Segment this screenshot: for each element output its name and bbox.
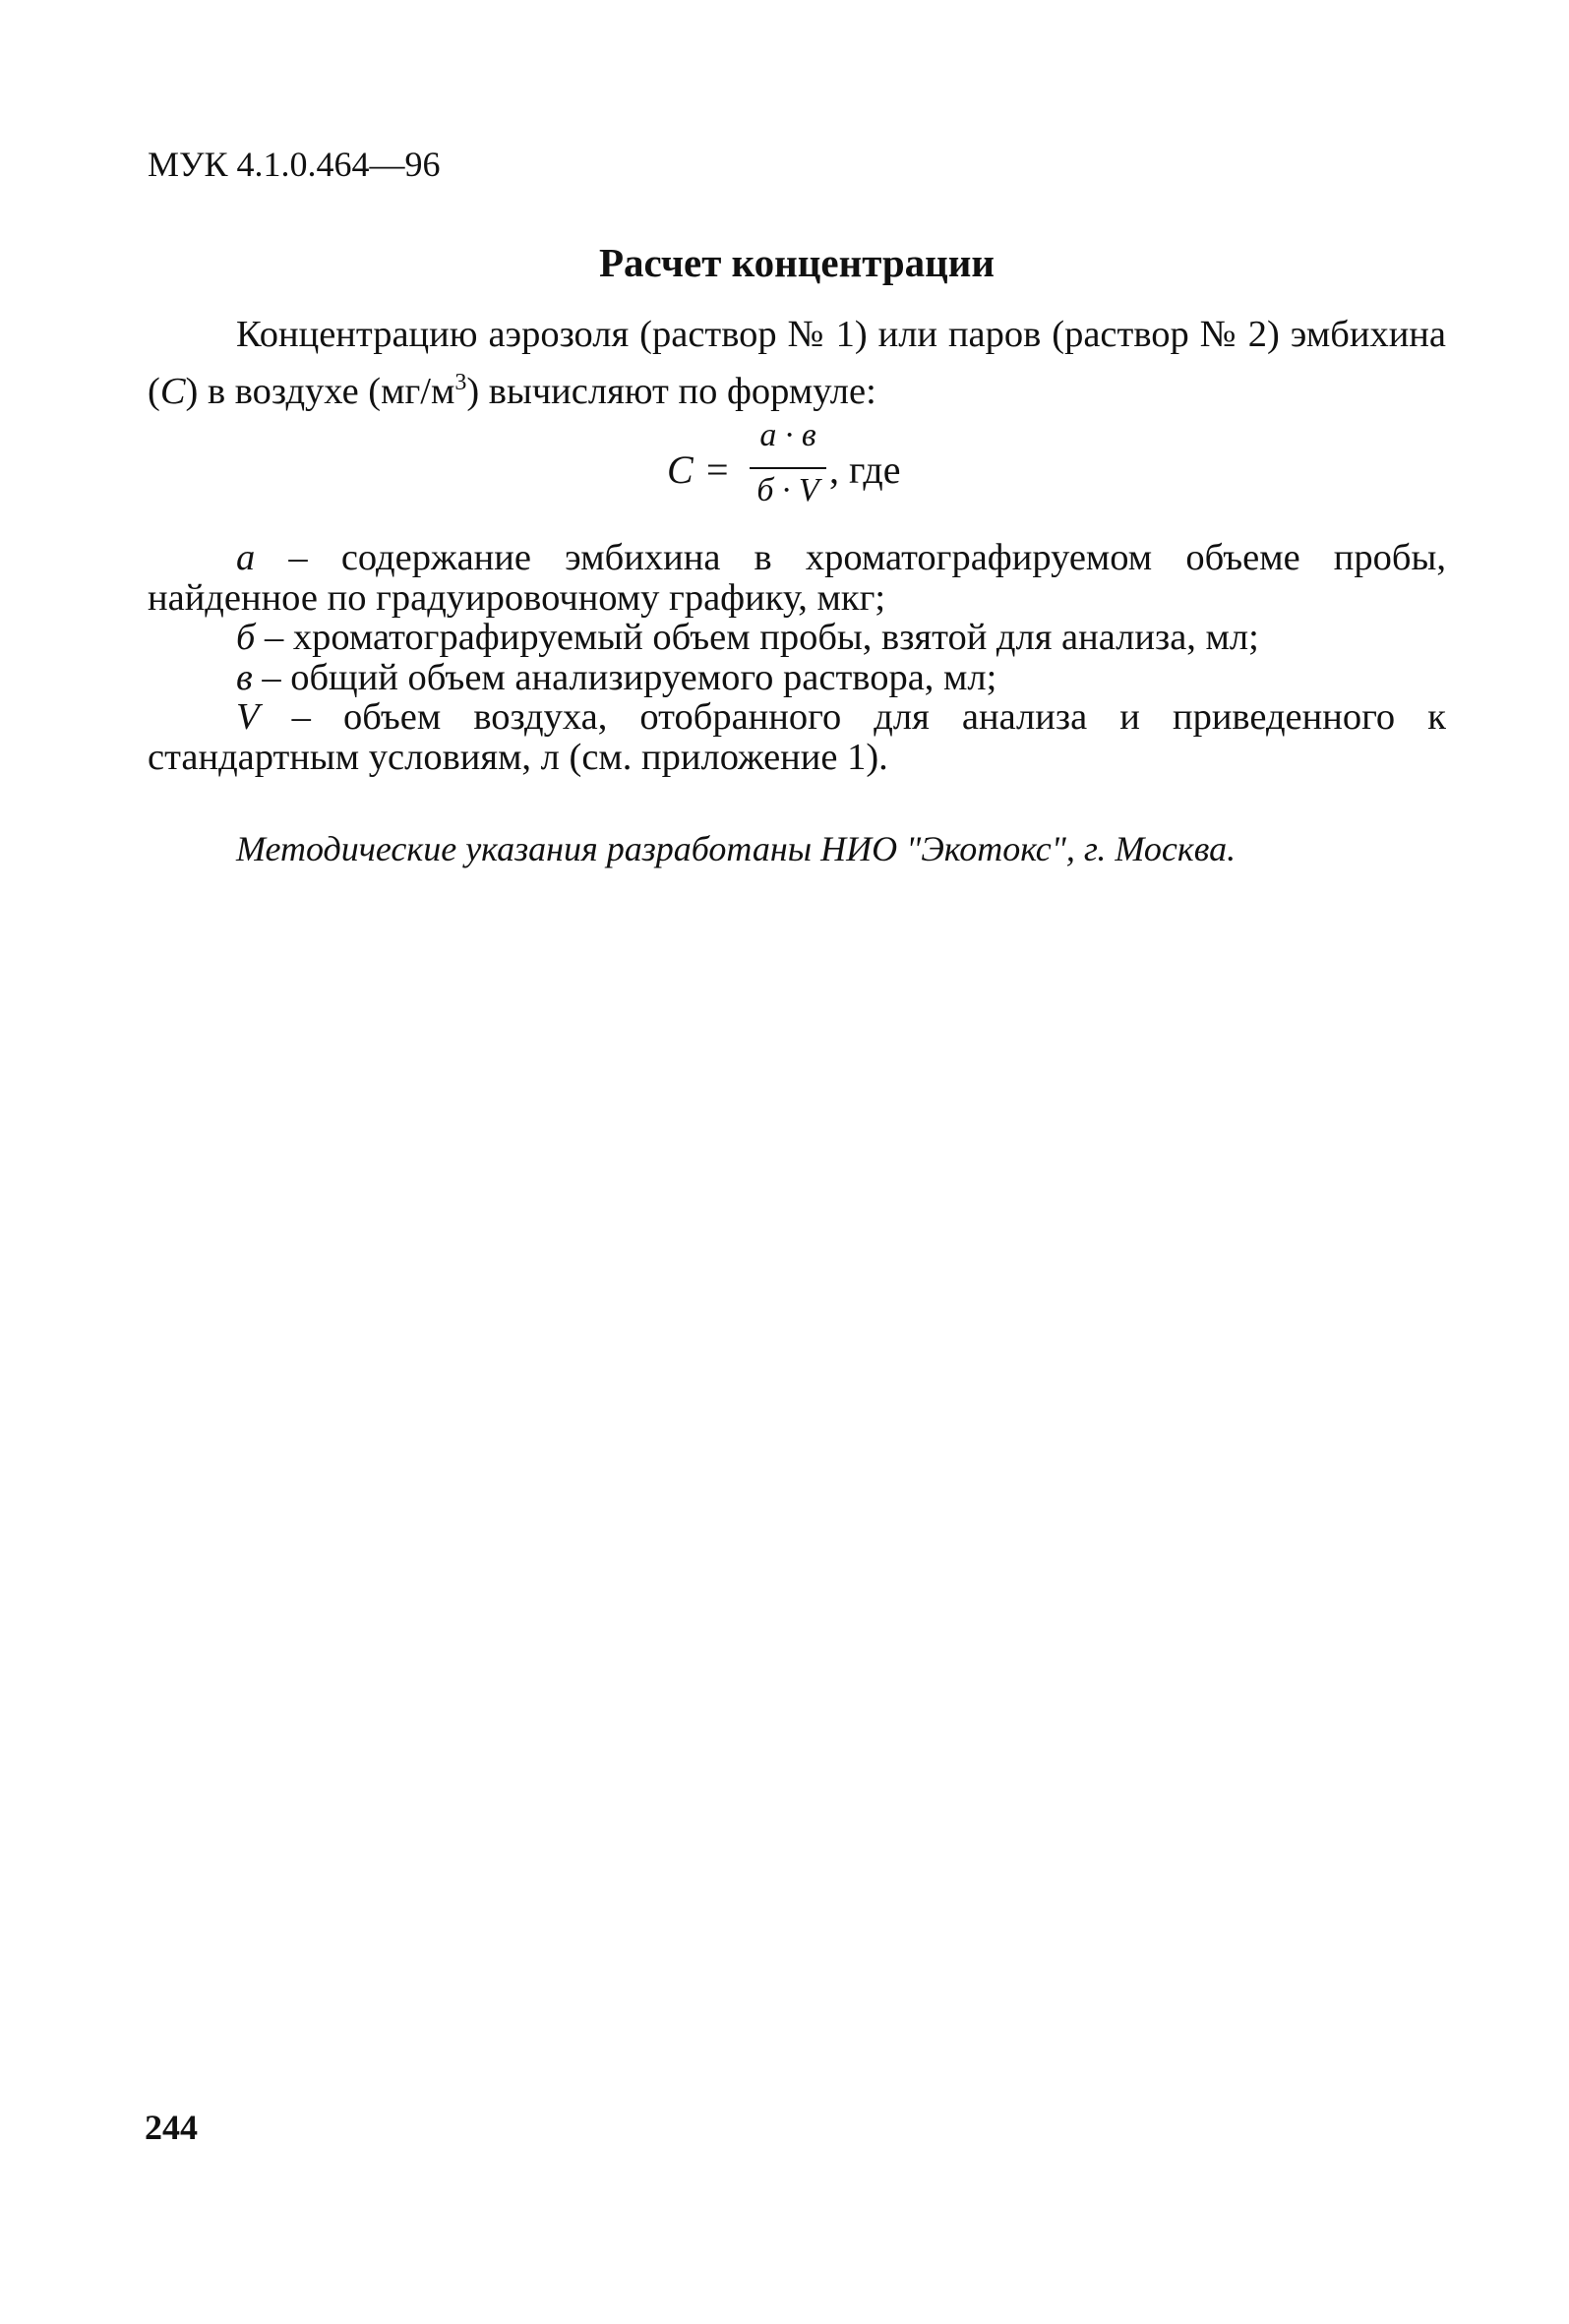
formula-lhs: С xyxy=(667,447,694,492)
definition-text: – объем воздуха, отобранного для анализа и приведенного к стандартным условиям, л (см. приложение 1). xyxy=(148,696,1446,778)
fraction-bar xyxy=(750,467,826,469)
definition-item xyxy=(148,658,1446,698)
definition-item xyxy=(148,697,1446,777)
definitions-list xyxy=(148,538,1446,777)
intro-text-middle: ) в воздухе (мг/м xyxy=(185,370,455,412)
formula-numerator: а · в xyxy=(759,417,816,453)
definition-symbol: а xyxy=(236,537,256,578)
definition-item xyxy=(148,538,1446,618)
formula-suffix: , где xyxy=(829,447,901,492)
page-number: 244 xyxy=(145,2108,198,2147)
definition-symbol: в xyxy=(236,656,253,698)
intro-superscript: 3 xyxy=(454,370,467,395)
intro-symbol: С xyxy=(159,370,186,412)
definition-item xyxy=(148,618,1446,658)
definition-text: – содержание эмбихина в хроматографируемом объеме пробы, найденное по градуировочному графику, мкг; xyxy=(148,537,1446,619)
authorship-note: Методические указания разработаны НИО "Экотокс", г. Москва. xyxy=(236,829,1237,868)
intro-paragraph xyxy=(148,311,1446,416)
formula-denominator: б · V xyxy=(756,472,819,508)
definition-symbol: б xyxy=(236,617,256,658)
definition-text: – хроматографируемый объем пробы, взятой для анализа, мл; xyxy=(255,617,1259,658)
section-title: Расчет концентрации xyxy=(598,240,996,285)
definition-symbol: V xyxy=(236,696,260,738)
definition-text: – общий объем анализируемого раствора, мл; xyxy=(252,656,997,698)
formula-equals: = xyxy=(706,447,729,492)
intro-text-before: Концентрацию аэрозоля (раствор № 1) или паров (раствор № 2) эмбихина ( xyxy=(148,314,1446,412)
concentration-formula xyxy=(590,417,1062,525)
document-code-header: МУК 4.1.0.464—96 xyxy=(148,145,441,184)
intro-text-after: ) вычисляют по формуле: xyxy=(466,370,876,412)
